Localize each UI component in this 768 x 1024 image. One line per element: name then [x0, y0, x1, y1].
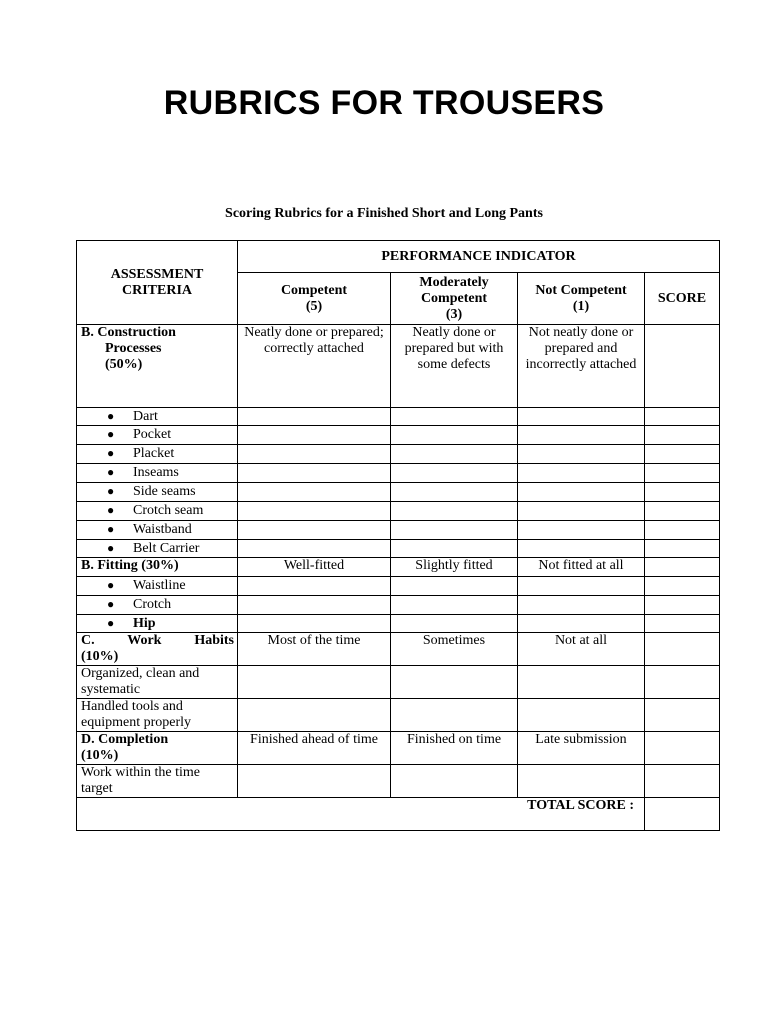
- list-item: ● Waistband: [77, 521, 720, 540]
- total-row: [77, 798, 720, 831]
- completion-moderately: Finished on time: [391, 732, 518, 765]
- score-cell[interactable]: [645, 666, 720, 699]
- construction-not-competent: Not neatly done or prepared and incorrectly attached: [518, 325, 645, 408]
- score-cell[interactable]: [645, 408, 720, 426]
- score-cell[interactable]: [645, 521, 720, 540]
- score-cell[interactable]: [645, 699, 720, 732]
- total-score-cell[interactable]: [645, 798, 720, 831]
- completion-not-competent: Late submission: [518, 732, 645, 765]
- list-item: ● Dart: [77, 408, 720, 426]
- moderately-competent-header: Moderately Competent (3): [391, 273, 518, 325]
- list-item: ● Belt Carrier: [77, 540, 720, 558]
- construction-competent: Neatly done or prepared; correctly attached: [238, 325, 391, 408]
- page-title: RUBRICS FOR TROUSERS: [163, 84, 605, 122]
- score-cell[interactable]: [645, 426, 720, 445]
- list-item: ● Hip: [77, 615, 720, 633]
- list-item: ● Crotch: [77, 596, 720, 615]
- total-score-label: TOTAL SCORE :: [77, 798, 645, 831]
- fitting-not-competent: Not fitted at all: [518, 558, 645, 577]
- work-habits-moderately: Sometimes: [391, 633, 518, 666]
- fitting-row: [77, 558, 720, 577]
- list-item: Work within the time target: [77, 765, 720, 798]
- assessment-criteria-header: ASSESSMENT CRITERIA: [77, 241, 238, 325]
- list-item: ● Placket: [77, 445, 720, 464]
- score-cell[interactable]: [645, 502, 720, 521]
- score-header: SCORE: [645, 273, 720, 325]
- list-item: Handled tools and equipment properly: [77, 699, 720, 732]
- completion-criterion: D. Completion (10%): [77, 732, 238, 765]
- fitting-competent: Well-fitted: [238, 558, 391, 577]
- performance-indicator-header: PERFORMANCE INDICATOR: [238, 241, 720, 273]
- list-item: ● Crotch seam: [77, 502, 720, 521]
- score-cell[interactable]: [645, 765, 720, 798]
- score-cell[interactable]: [645, 445, 720, 464]
- work-habits-competent: Most of the time: [238, 633, 391, 666]
- completion-competent: Finished ahead of time: [238, 732, 391, 765]
- rubric-table: [76, 240, 720, 831]
- score-cell[interactable]: [645, 596, 720, 615]
- completion-row: [77, 732, 720, 765]
- construction-row: [77, 325, 720, 408]
- score-cell[interactable]: [645, 464, 720, 483]
- work-habits-row: [77, 633, 720, 666]
- list-item: ● Inseams: [77, 464, 720, 483]
- work-habits-criterion: C. Work Habits (10%): [77, 633, 238, 666]
- score-cell[interactable]: [645, 732, 720, 765]
- score-cell[interactable]: [645, 633, 720, 666]
- not-competent-header: Not Competent (1): [518, 273, 645, 325]
- fitting-moderately: Slightly fitted: [391, 558, 518, 577]
- competent-header: Competent (5): [238, 273, 391, 325]
- score-cell[interactable]: [645, 577, 720, 596]
- list-item: Organized, clean and systematic: [77, 666, 720, 699]
- list-item: ● Pocket: [77, 426, 720, 445]
- score-cell[interactable]: [645, 558, 720, 577]
- fitting-criterion: B. Fitting (30%): [77, 558, 238, 577]
- score-cell[interactable]: [645, 483, 720, 502]
- score-cell[interactable]: [645, 540, 720, 558]
- header-row-1: [77, 241, 720, 273]
- work-habits-not-competent: Not at all: [518, 633, 645, 666]
- construction-moderately: Neatly done or prepared but with some defects: [391, 325, 518, 408]
- list-item: ● Waistline: [77, 577, 720, 596]
- table-caption: Scoring Rubrics for a Finished Short and Long Pants: [225, 206, 543, 221]
- list-item: ● Side seams: [77, 483, 720, 502]
- score-cell[interactable]: [645, 615, 720, 633]
- score-cell[interactable]: [645, 325, 720, 408]
- construction-criterion: B. Construction Processes (50%): [77, 325, 238, 408]
